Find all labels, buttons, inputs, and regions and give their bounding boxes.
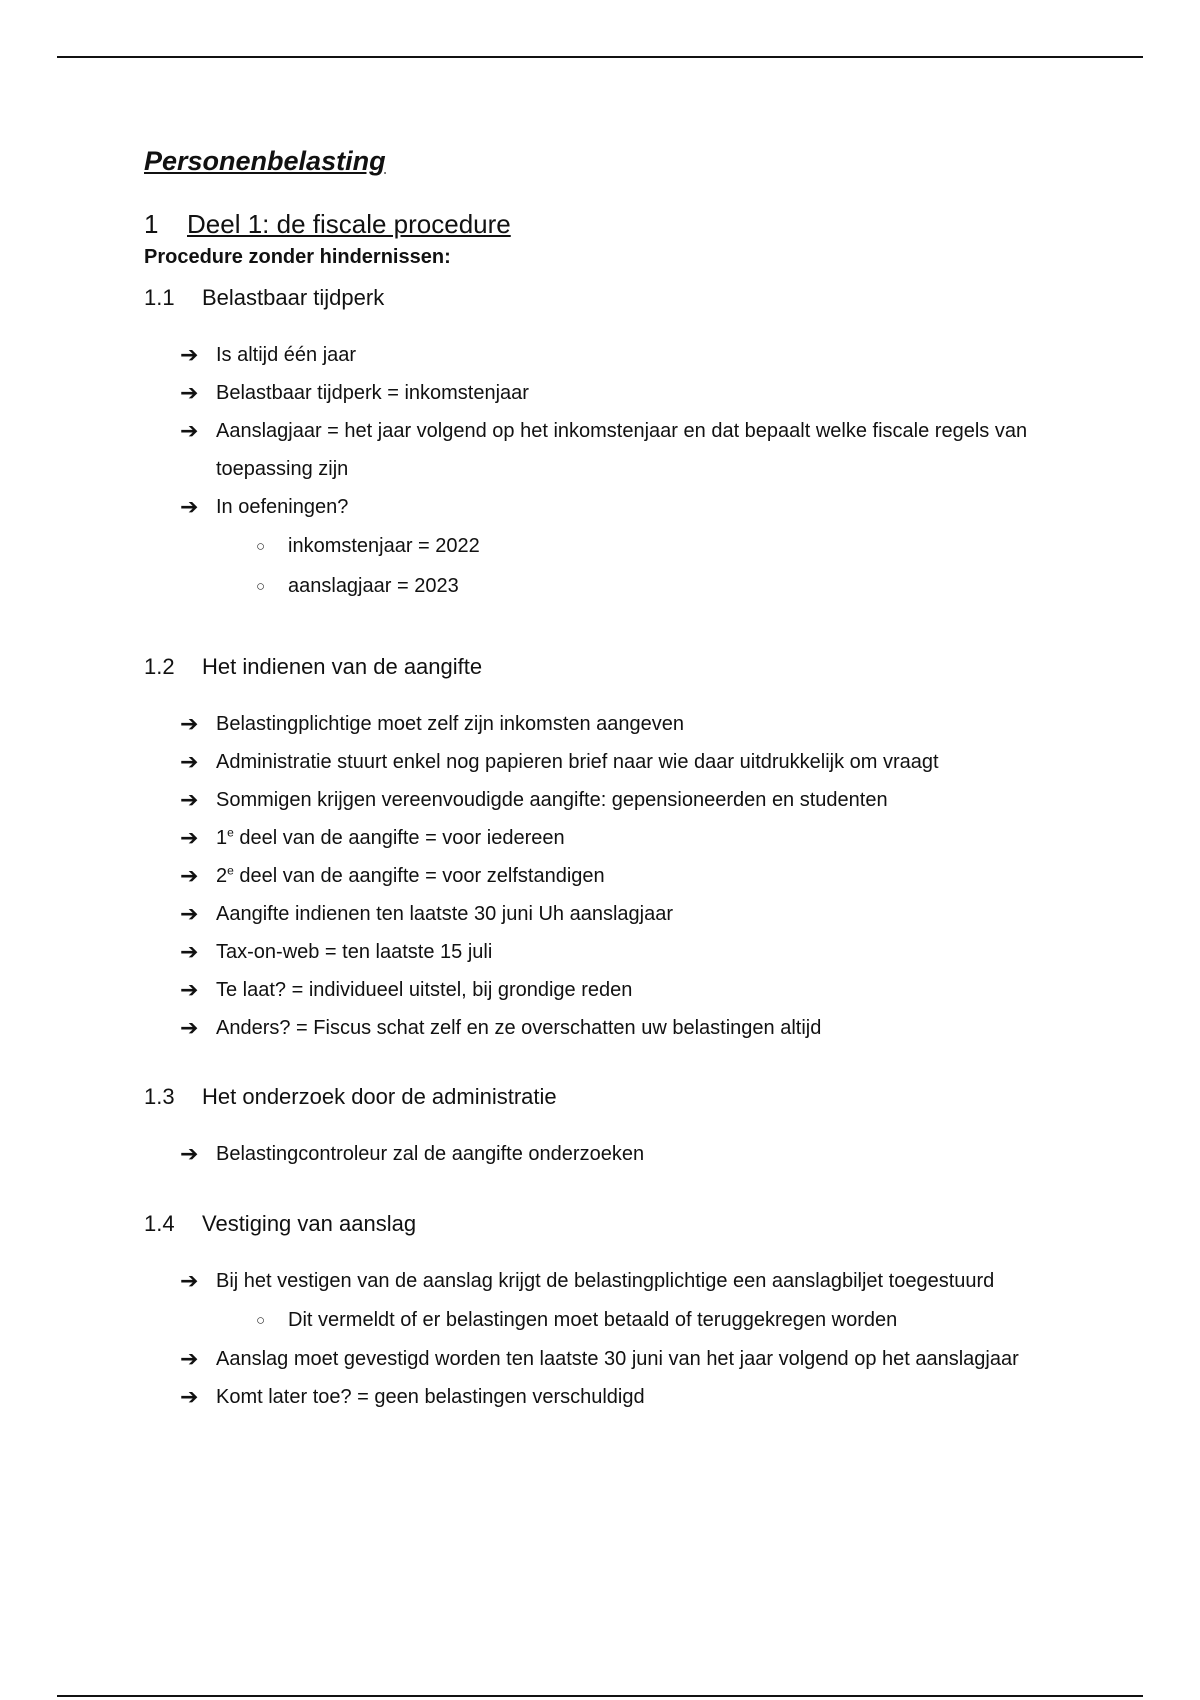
procedure-subtitle: Procedure zonder hindernissen: — [144, 246, 451, 268]
section-number: 1.2 — [144, 654, 175, 679]
section-title: Het indienen van de aangifte — [202, 654, 483, 679]
sub-list-item-text: aanslagjaar = 2023 — [288, 575, 459, 597]
arrow-right-icon: ➔ — [180, 825, 199, 850]
list-item — [180, 1340, 1104, 1378]
bullet-list — [144, 1135, 1104, 1173]
section-1-4 — [144, 1209, 1104, 1416]
list-item-text: Aanslagjaar = het jaar volgend op het inkomstenjaar en dat bepaalt welke fiscale regels van toepassing zijn — [216, 420, 1028, 480]
list-item-text: Is altijd één jaar — [216, 344, 357, 366]
bullet-list — [144, 1262, 1104, 1416]
section-heading — [144, 283, 1104, 313]
list-item — [180, 895, 1104, 933]
arrow-right-icon: ➔ — [180, 1141, 199, 1166]
list-item — [180, 971, 1104, 1009]
sub-list — [216, 1300, 1104, 1340]
arrow-right-icon: ➔ — [180, 977, 199, 1002]
list-item-text: In oefeningen? — [216, 496, 349, 518]
arrow-right-icon: ➔ — [180, 1384, 199, 1409]
list-item-text: Belastbaar tijdperk = inkomstenjaar — [216, 382, 529, 404]
document-title: Personenbelasting — [144, 146, 386, 176]
bullet-list — [144, 336, 1104, 606]
list-item — [180, 705, 1104, 743]
section-heading — [144, 652, 1104, 682]
list-item — [180, 1009, 1104, 1047]
list-item — [180, 374, 1104, 412]
part-number: 1 — [144, 209, 159, 239]
list-item-text: Belastingcontroleur zal de aangifte onderzoeken — [216, 1143, 645, 1165]
list-item — [180, 1262, 1104, 1340]
arrow-right-icon: ➔ — [180, 749, 199, 774]
list-item-text: deel van de aangifte = voor zelfstandigen — [233, 865, 605, 887]
document-body — [144, 140, 1104, 1416]
ordinal-number: 1 — [216, 827, 228, 849]
list-item-text: Belastingplichtige moet zelf zijn inkomsten aangeven — [216, 713, 685, 735]
sub-list-item — [252, 526, 1104, 566]
circle-icon: ○ — [256, 578, 266, 595]
section-number: 1.4 — [144, 1211, 175, 1236]
sub-list-item — [252, 1300, 1104, 1340]
list-item-text: Bij het vestigen van de aanslag krijgt de belastingplichtige een aanslagbiljet toegestuurd — [216, 1270, 995, 1292]
sub-list-item — [252, 566, 1104, 606]
part-heading — [144, 207, 1104, 241]
list-item-text: Sommigen krijgen vereenvoudigde aangifte: gepensioneerden en studenten — [216, 789, 888, 811]
section-heading — [144, 1082, 1104, 1112]
arrow-right-icon: ➔ — [180, 901, 199, 926]
list-item-text: deel van de aangifte = voor iedereen — [233, 827, 565, 849]
arrow-right-icon: ➔ — [180, 494, 199, 519]
list-item-text: Administratie stuurt enkel nog papieren brief naar wie daar uitdrukkelijk om vraagt — [216, 751, 939, 773]
section-1-2 — [144, 652, 1104, 1047]
section-title: Vestiging van aanslag — [202, 1211, 417, 1236]
section-title: Het onderzoek door de administratie — [202, 1084, 557, 1109]
list-item — [180, 857, 1104, 895]
list-item — [180, 488, 1104, 606]
list-item — [180, 819, 1104, 857]
arrow-right-icon: ➔ — [180, 380, 199, 405]
arrow-right-icon: ➔ — [180, 787, 199, 812]
arrow-right-icon: ➔ — [180, 342, 199, 367]
ordinal-suffix: e — [227, 863, 234, 878]
section-heading — [144, 1209, 1104, 1239]
top-rule — [57, 56, 1143, 58]
sub-list — [216, 526, 1104, 606]
section-title: Belastbaar tijdperk — [202, 285, 385, 310]
list-item-text: Te laat? = individueel uitstel, bij grondige reden — [216, 979, 633, 1001]
part-title: Deel 1: de fiscale procedure — [187, 209, 511, 239]
arrow-right-icon: ➔ — [180, 939, 199, 964]
list-item — [180, 781, 1104, 819]
list-item — [180, 1135, 1104, 1173]
bottom-rule — [57, 1695, 1143, 1697]
list-item-text: Aanslag moet gevestigd worden ten laatste 30 juni van het jaar volgend op het aanslagjaar — [216, 1348, 1019, 1370]
list-item — [180, 933, 1104, 971]
list-item — [180, 336, 1104, 374]
list-item-text: Anders? = Fiscus schat zelf en ze overschatten uw belastingen altijd — [216, 1017, 822, 1039]
list-item-text: Aangifte indienen ten laatste 30 juni Uh aanslagjaar — [216, 903, 673, 925]
ordinal-number: 2 — [216, 865, 228, 887]
sub-list-item-text: Dit vermeldt of er belastingen moet betaald of teruggekregen worden — [288, 1309, 898, 1331]
arrow-right-icon: ➔ — [180, 1268, 199, 1293]
bullet-list — [144, 705, 1104, 1047]
arrow-right-icon: ➔ — [180, 863, 199, 888]
section-number: 1.3 — [144, 1084, 175, 1109]
ordinal-suffix: e — [227, 825, 234, 840]
list-item — [180, 743, 1104, 781]
arrow-right-icon: ➔ — [180, 418, 199, 443]
section-number: 1.1 — [144, 285, 175, 310]
arrow-right-icon: ➔ — [180, 711, 199, 736]
circle-icon: ○ — [256, 1312, 266, 1329]
sub-list-item-text: inkomstenjaar = 2022 — [288, 535, 480, 557]
list-item — [180, 1378, 1104, 1416]
list-item-text: Tax-on-web = ten laatste 15 juli — [216, 941, 493, 963]
list-item — [180, 412, 1104, 488]
circle-icon: ○ — [256, 538, 266, 555]
section-1-3 — [144, 1082, 1104, 1173]
section-1-1 — [144, 283, 1104, 606]
arrow-right-icon: ➔ — [180, 1346, 199, 1371]
list-item-text: Komt later toe? = geen belastingen verschuldigd — [216, 1386, 645, 1408]
arrow-right-icon: ➔ — [180, 1015, 199, 1040]
